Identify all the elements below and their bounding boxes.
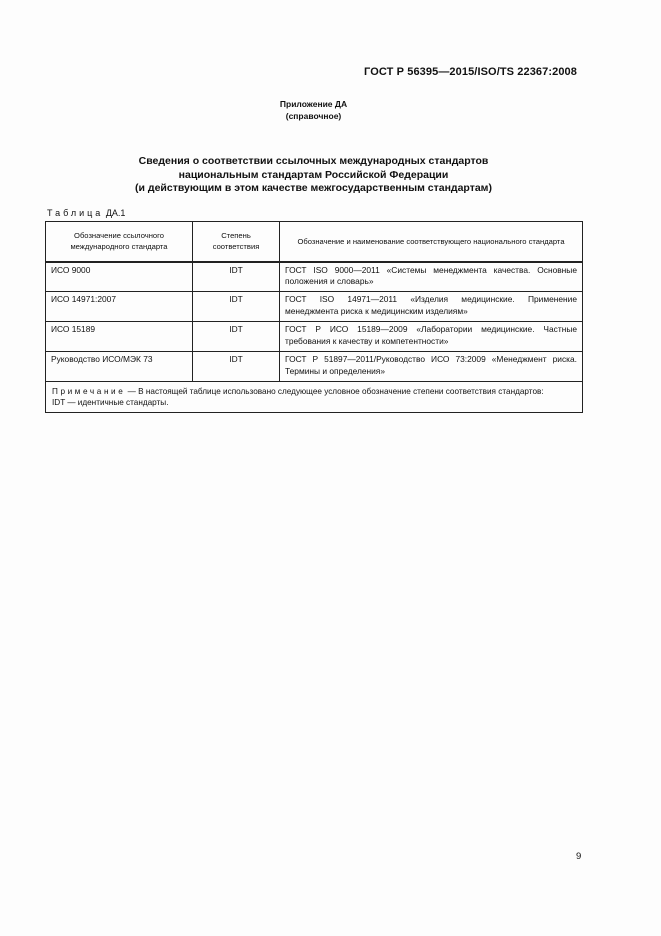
title-line-1: Сведения о соответствии ссылочных международных стандартов: [138, 155, 489, 167]
table-row: [46, 352, 583, 382]
header-degree: Степень соответствия: [193, 222, 280, 262]
table-caption-word: Таблица: [47, 208, 104, 218]
cell-degree: IDT: [193, 262, 280, 292]
table-caption-number: ДА.1: [105, 208, 126, 218]
cell-degree: IDT: [193, 292, 280, 322]
cell-degree: IDT: [193, 322, 280, 352]
page-number: 9: [576, 851, 582, 862]
appendix-heading: [0, 98, 627, 122]
table-caption: [47, 208, 125, 218]
cell-ref-standard: ИСО 14971:2007: [46, 292, 193, 322]
note-label: Примечание: [52, 387, 126, 396]
cell-national-standard: ГОСТ ISO 9000—2011 «Системы менеджмента качества. Основные положения и словарь»: [280, 262, 583, 292]
cell-national-standard: ГОСТ ISO 14971—2011 «Изделия медицинские. Применение менеджмента риска к медицинским изделиям»: [280, 292, 583, 322]
table-row: [46, 322, 583, 352]
header-ref-standard: Обозначение ссылочного международного стандарта: [46, 222, 193, 262]
appendix-label: Приложение ДА: [279, 99, 348, 109]
document-title: [0, 155, 627, 196]
note-item: IDT — идентичные стандарты.: [52, 398, 169, 407]
title-line-2: национальным стандартам Российской Федерации: [178, 168, 449, 181]
cell-national-standard: ГОСТ Р 51897—2011/Руководство ИСО 73:2009 «Менеджмент риска. Термины и определения»: [280, 352, 583, 382]
standards-table: [45, 221, 583, 413]
cell-ref-standard: ИСО 15189: [46, 322, 193, 352]
header-national-standard: Обозначение и наименование соответствующего национального стандарта: [280, 222, 583, 262]
note-text: — В настоящей таблице использовано следующее условное обозначение степени соответствия стандартов:: [125, 387, 544, 396]
appendix-type: (справочное): [285, 111, 342, 121]
table-row: [46, 262, 583, 292]
cell-national-standard: ГОСТ Р ИСО 15189—2009 «Лаборатории медицинские. Частные требования к качеству и компетентности»: [280, 322, 583, 352]
cell-degree: IDT: [193, 352, 280, 382]
cell-ref-standard: Руководство ИСО/МЭК 73: [46, 352, 193, 382]
cell-ref-standard: ИСО 9000: [46, 262, 193, 292]
table-header-row: [46, 222, 583, 262]
table-note-row: [46, 382, 583, 413]
title-line-3: (и действующим в этом качестве межгосударственным стандартам): [135, 182, 492, 194]
document-code: ГОСТ Р 56395—2015/ISO/TS 22367:2008: [364, 66, 577, 78]
table-note: [46, 382, 583, 413]
table-row: [46, 292, 583, 322]
